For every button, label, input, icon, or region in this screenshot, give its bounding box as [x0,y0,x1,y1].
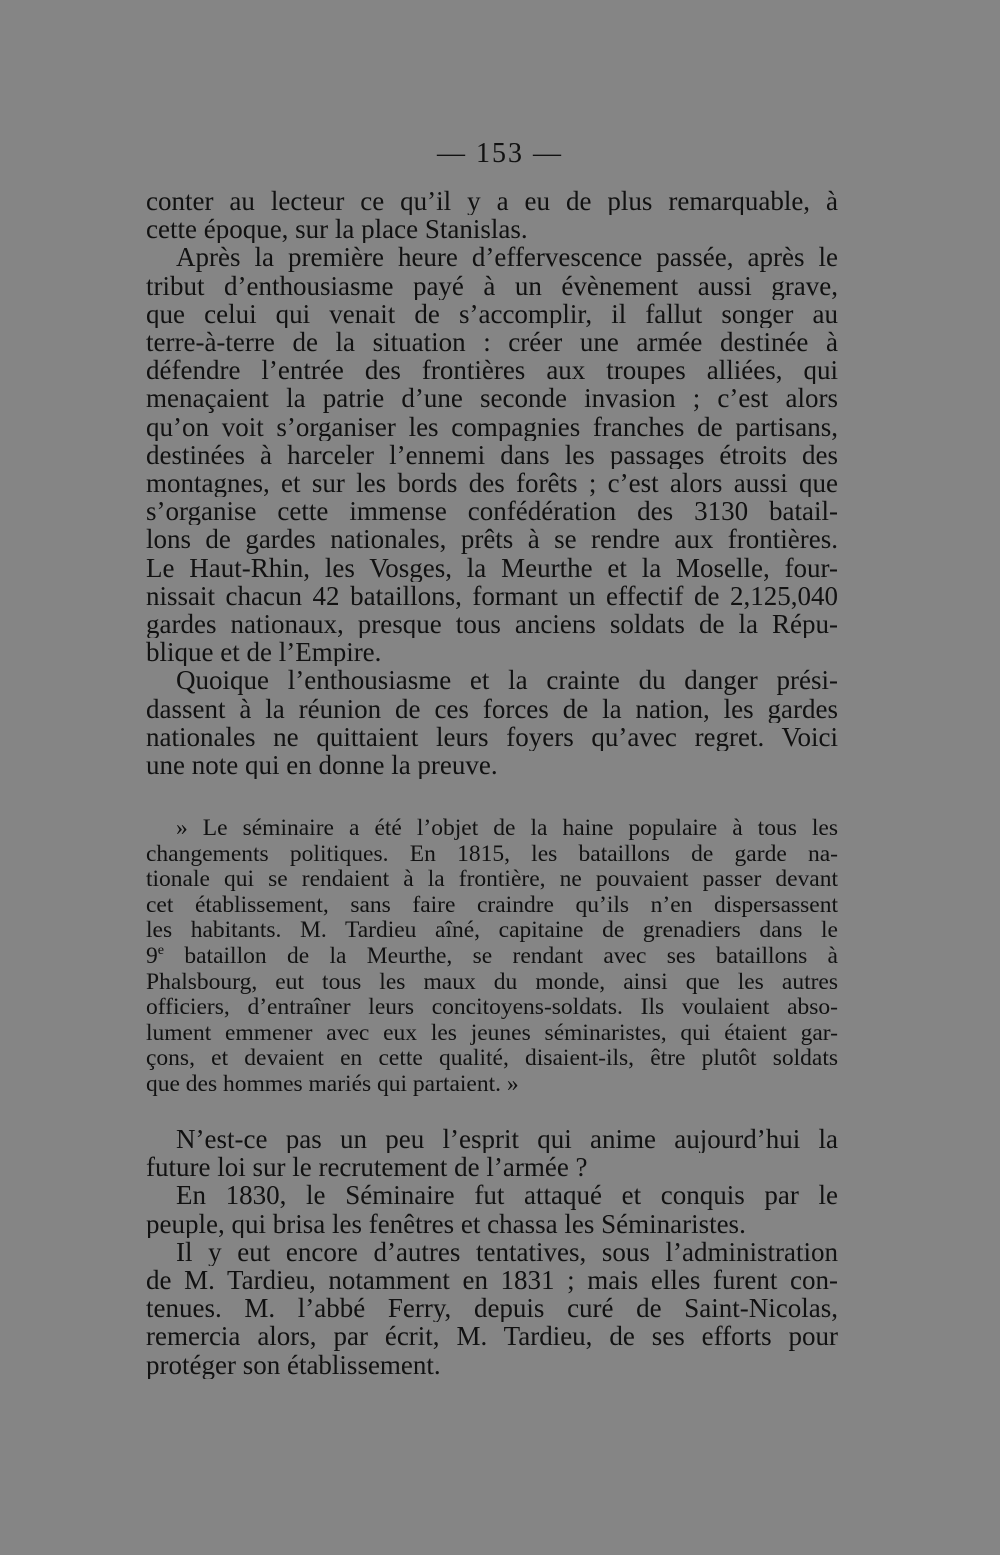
text-line: qu’on voit s’organiser les compagnies franches de partisans, [146,412,838,441]
text-line: N’est-ce pas un peu l’esprit qui anime aujourd’hui la [176,1125,838,1154]
text-line: future loi sur le recrutement de l’armée ? [146,1153,588,1182]
main-text-upper [146,187,838,779]
text-line: Phalsbourg, eut tous les maux du monde, ainsi que les autres [146,969,838,995]
text-line: blique et de l’Empire. [146,638,382,667]
text-line: lument emmener avec eux les jeunes séminaristes, qui étaient gar- [146,1020,838,1046]
text-line [146,944,838,970]
text-line: conter au lecteur ce qu’il y a eu de plus remarquable, à [146,187,838,216]
paragraph [146,187,838,243]
paragraph [146,243,838,666]
text-line: protéger son établissement. [146,1350,441,1379]
text-line: terre-à-terre de la situation : créer une armée destinée à [146,328,838,357]
text-line: peuple, qui brisa les fenêtres et chassa les Séminaristes. [146,1209,746,1238]
text-line: que des hommes mariés qui partaient. » [146,1071,519,1097]
text-line: cet établissement, sans faire craindre qu’ils n’en dispersassent [146,892,838,918]
text-line: Après la première heure d’effervescence passée, après le [176,243,838,272]
paragraph [146,1238,838,1379]
text-line: nationales ne quittaient leurs foyers qu’avec regret. Voici [146,722,838,752]
text-line: destinées à harceler l’ennemi dans les passages étroits des [146,440,838,470]
text-line: menaçaient la patrie d’une seconde invasion ; c’est alors [146,384,838,413]
text-line: lons de gardes nationales, prêts à se rendre aux frontières. [146,525,838,554]
text-line: les habitants. M. Tardieu aîné, capitaine de grenadiers dans le [146,918,838,944]
text-line: de M. Tardieu, notamment en 1831 ; mais elles furent con- [146,1266,838,1295]
ordinal-number: 9 [146,943,158,969]
text-line: En 1830, le Séminaire fut attaqué et conquis par le [176,1181,838,1210]
text-line: gardes nationaux, presque tous anciens soldats de la Répu- [146,610,838,639]
text-line: Quoique l’enthousiasme et la crainte du danger prési- [176,666,838,695]
quoted-note [146,816,838,1098]
page-number: — 153 — [437,138,563,169]
text-line: dassent à la réunion de ces forces de la nation, les gardes [146,694,838,723]
text-line: cette époque, sur la place Stanislas. [146,215,528,244]
text-line: s’organise cette immense confédération des 3130 batail- [146,497,838,526]
text-line: montagnes, et sur les bords des forêts ; c’est alors aussi que [146,469,838,498]
text-line: officiers, d’entraîner leurs concitoyens-soldats. Ils voulaient abso- [146,995,838,1021]
paragraph [146,1181,838,1237]
text-line-rest: bataillon de la Meurthe, se rendant avec ses bataillons à [164,943,838,969]
text-line: » Le séminaire a été l’objet de la haine populaire à tous les [176,816,838,841]
text-line: nissait chacun 42 bataillons, formant un effectif de 2,125,040 [146,581,838,611]
text-line: Il y eut encore d’autres tentatives, sous l’administration [176,1237,838,1267]
paragraph [146,666,838,779]
text-line: tionale qui se rendaient à la frontière, ne pouvaient passer devant [146,867,838,893]
text-line: défendre l’entrée des frontières aux troupes alliées, qui [146,356,838,385]
paragraph [146,1125,838,1181]
main-text-lower [146,1125,838,1379]
text-line: çons, et devaient en cette qualité, disaient-ils, être plutôt soldats [146,1046,838,1072]
text-line: changements politiques. En 1815, les bataillons de garde na- [146,841,838,867]
text-line: que celui qui venait de s’accomplir, il fallut songer au [146,299,838,329]
ordinal-superscript: e [157,943,165,959]
text-line: une note qui en donne la preuve. [146,751,498,780]
text-line: remercia alors, par écrit, M. Tardieu, de ses efforts pour [146,1322,838,1351]
text-line: tenues. M. l’abbé Ferry, depuis curé de Saint-Nicolas, [146,1294,838,1323]
text-line: tribut d’enthousiasme payé à un évènement aussi grave, [146,271,838,300]
text-line: Le Haut-Rhin, les Vosges, la Meurthe et la Moselle, four- [146,553,838,582]
